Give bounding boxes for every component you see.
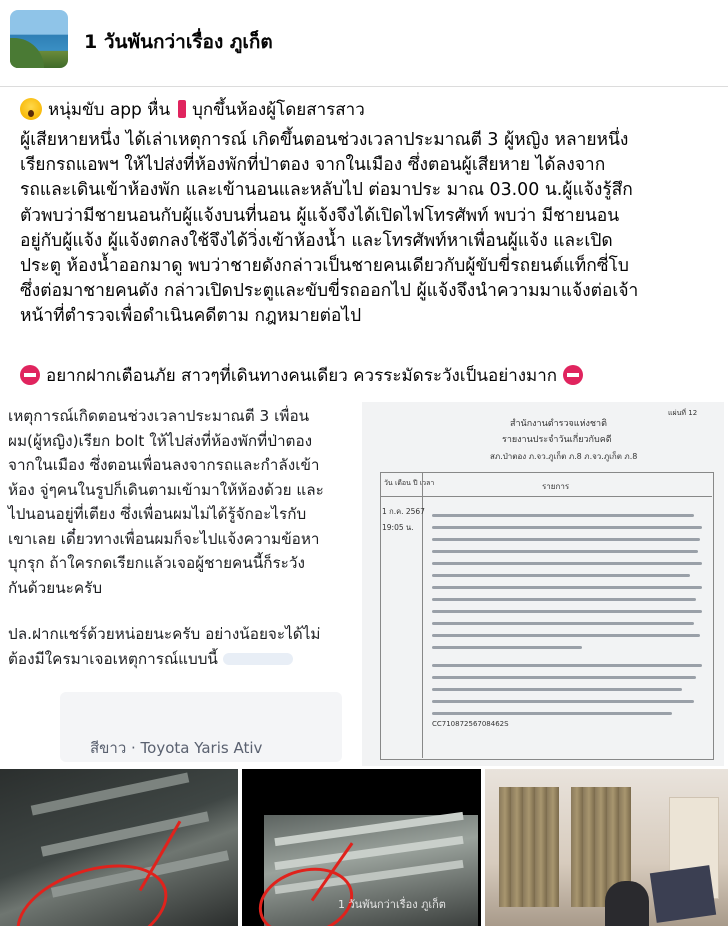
blurred-text xyxy=(223,653,293,665)
chat-line: ไปนอนอยู่ที่เตียง ซึ่งเพื่อนผมไม่ได้รู้จักอะไรกับ xyxy=(8,505,307,523)
curtain xyxy=(499,787,559,907)
doc-page-label: แผ่นที่ 12 xyxy=(668,409,698,417)
page-header xyxy=(0,0,728,80)
person-silhouette xyxy=(605,881,649,926)
doc-office: สำนักงานตำรวจแห่งชาติ xyxy=(510,419,607,429)
doc-text-line xyxy=(432,622,694,625)
doc-text-line xyxy=(432,634,700,637)
screaming-face-icon xyxy=(20,98,42,120)
doc-items-col: รายการ xyxy=(542,482,570,491)
body-line: เรียกรถแอพฯ ให้ไปส่งที่ห้องพักที่ป่าตอง จากในเมือง ซึ่งตอนผู้เสียหาย ได้ลงจาก xyxy=(20,155,606,176)
body-line: อยู่กับผู้แจ้ง ผู้แจ้งตกลงใช้จึงได้วิ่งเข้าห้องน้ำ และโทรศัพท์หาเพื่อนผู้แจ้ง และเปิด xyxy=(20,230,613,251)
doc-text-line xyxy=(432,538,700,541)
chat-line: เหตุการณ์เกิดตอนช่วงเวลาประมาณตี 3 เพื่อน xyxy=(8,407,310,425)
doc-date: 1 ก.ค. 2567 xyxy=(382,507,425,516)
doc-text-line xyxy=(432,586,702,589)
body-line: ซึ่งต่อมาชายคนดัง กล่าวเปิดประตูและขับขี่รถออกไป ผู้แจ้งจึงนำความมาแจ้งต่อเจ้า xyxy=(20,281,639,302)
body-line: ตัวพบว่ามีชายนอนกับผู้แจ้งบนที่นอน ผู้แจ้งจึงได้เปิดไฟโทรศัพท์ พบว่า มีชายนอน xyxy=(20,205,620,226)
body-line: รถและเดินเข้าห้องพัก และเข้านอนและหลับไป ต่อมาประ มาณ 03.00 น.ผู้แจ้งรู้สึก xyxy=(20,180,633,201)
headline-part1: หนุ่มขับ app หื่น xyxy=(48,100,171,120)
chat-screenshot-image[interactable] xyxy=(0,396,358,766)
chat-line: ห้อง จู่ๆคนในรูปก็เดินตามเข้ามาให้ห้องด้วย และ xyxy=(8,480,324,499)
warning-text: อยากฝากเตือนภัย สาวๆที่เดินทางคนเดียว ควรระมัดระวังเป็นอย่างมาก xyxy=(46,366,558,386)
doc-text-line xyxy=(432,598,696,601)
doc-text-line xyxy=(432,712,672,715)
chat-line: ผม(ผู้หญิง)เรียก bolt ให้ไปส่งที่ห้องพักที่ป่าตอง xyxy=(8,431,313,450)
no-entry-icon xyxy=(563,365,583,385)
post-headline xyxy=(20,96,365,123)
doc-text-line xyxy=(432,514,694,517)
chat-text xyxy=(8,404,348,600)
doc-text-line xyxy=(432,562,702,565)
doc-text-line xyxy=(432,646,582,649)
doc-report-title: รายงานประจำวันเกี่ยวกับคดี xyxy=(502,435,612,445)
chat-line: ต้องมีใครมาเจอเหตุการณ์แบบนี้ xyxy=(8,647,353,672)
doc-text-line xyxy=(432,610,702,613)
doc-ref: CC71087256708462S xyxy=(432,720,509,728)
doc-station: สภ.ป่าตอง ภ.จว.ภูเก็ต ภ.8 ภ.จว.ภูเก็ต ภ.8 xyxy=(490,452,638,461)
doc-header-divider xyxy=(380,496,712,497)
doc-text-line xyxy=(432,664,702,667)
doc-text-line xyxy=(432,700,694,703)
page-title[interactable]: 1 วันพันกว่าเรื่อง ภูเก็ต xyxy=(84,31,273,53)
cctv-arrow-photo[interactable] xyxy=(0,769,238,926)
picture-frame xyxy=(650,865,716,923)
post-body xyxy=(20,128,710,330)
doc-date-col: วัน เดือน ปี เวลา xyxy=(384,479,435,487)
chat-line: เขาเลย เดี๋ยวทางเพื่อนผมก็จะไปแจ้งความข้อหา xyxy=(8,529,320,548)
chat-line: กันด้วยนะครับ xyxy=(8,578,103,597)
doc-text-line xyxy=(432,550,698,553)
body-line: ผู้เสียหายหนึ่ง ได้เล่าเหตุการณ์ เกิดขึ้นตอนช่วงเวลาประมาณตี 3 ผู้หญิง หลายหนึ่ง xyxy=(20,130,629,150)
car-label: สีขาว · Toyota Yaris Ativ xyxy=(90,739,263,757)
cctv-building-photo[interactable] xyxy=(242,769,481,926)
doc-text-line xyxy=(432,688,682,691)
chat-text-ps xyxy=(8,622,353,671)
doc-time: 19:05 น. xyxy=(382,523,414,532)
chat-line: บุกรุก ถ้าใครกดเรียกแล้วเจอผู้ชายคนนี้ก็ระวัง xyxy=(8,554,305,572)
doc-text-line xyxy=(432,574,690,577)
bedroom-photo[interactable] xyxy=(485,769,728,926)
body-line: ประตู ห้องน้ำออกมาดู พบว่าชายดังกล่าวเป็นชายคนเดียวกับผู้ขับขี่รถยนต์แท็กซี่โบ xyxy=(20,256,629,277)
chat-line: จากในเมือง ซึ่งตอนเพื่อนลงจากรถและกำลังเข้า xyxy=(8,456,320,474)
no-entry-icon xyxy=(20,365,40,385)
building-floor xyxy=(41,811,209,856)
police-report-image[interactable] xyxy=(362,402,724,766)
building-floor xyxy=(31,772,190,815)
photo-watermark: 1 วันพันกว่าเรื่อง ภูเก็ต xyxy=(338,898,446,911)
headline-part2: บุกขึ้นห้องผู้โดยสารสาว xyxy=(192,100,365,120)
body-line: หน้าที่ตำรวจเพื่อดำเนินคดีตาม กฎหมายต่อไป xyxy=(20,306,362,327)
warning-line xyxy=(20,362,583,389)
doc-text-line xyxy=(432,676,696,679)
red-circle-annotation xyxy=(5,847,180,926)
beach-cliff-avatar-icon[interactable] xyxy=(10,10,68,68)
exclamation-icon xyxy=(178,100,186,118)
chat-line: ปล.ฝากแชร์ด้วยหน่อยนะครับ อย่างน้อยจะได้ไม่ xyxy=(8,625,321,643)
doc-text-line xyxy=(432,526,702,529)
